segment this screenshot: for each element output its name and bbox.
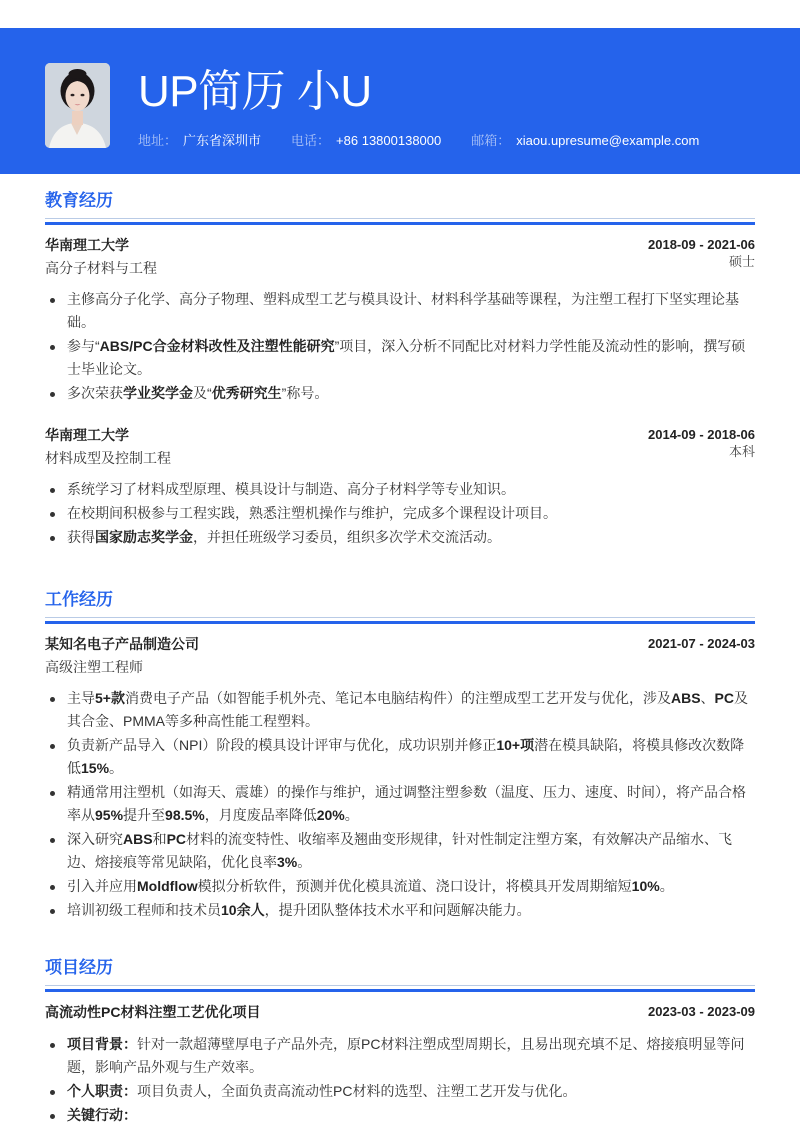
text-run: ，提升团队整体技术水平和问题解决能力。 <box>264 902 531 918</box>
major: 材料成型及控制工程 <box>45 450 171 466</box>
text-run: 多次荣获 <box>67 385 123 401</box>
education-section <box>45 189 755 550</box>
text-run: 及其合金、PMMA等多种高性能工程塑料。 <box>67 690 748 729</box>
contact-value[interactable]: xiaou.upresume@example.com <box>516 133 700 148</box>
degree: 本科 <box>728 444 755 459</box>
candidate-name: UP简历 小U <box>138 67 372 116</box>
text-run: 、 <box>700 690 715 706</box>
text-run: 引入并应用 <box>67 878 137 894</box>
bullet-list <box>45 687 755 922</box>
bold-text: ABS/PC合金材料改性及注塑性能研究 <box>99 338 335 354</box>
text-run: 及“ <box>193 385 212 401</box>
section-rule-light <box>45 617 755 618</box>
text-run: 主修高分子化学、高分子物理、塑料成型工艺与模具设计、材料科学基础等课程，为注塑工程打下坚实理论基础。 <box>67 291 739 330</box>
bullet-item <box>45 382 755 405</box>
text-run: ”称号。 <box>281 385 329 401</box>
text-run: 深入研究 <box>67 831 123 847</box>
major: 高分子材料与工程 <box>45 260 157 276</box>
bullet-item <box>45 875 755 898</box>
text-run: 精通常用注塑机（如海天、震雄）的操作与维护，通过调整注塑参数（温度、压力、速度、时间），将产品合格率从 <box>67 784 746 823</box>
bullet-item <box>45 478 755 501</box>
text-run: 系统学习了材料成型原理、模具设计与制造、高分子材料学等专业知识。 <box>67 481 515 497</box>
project-entry <box>45 1001 755 1127</box>
bullet-item <box>45 781 755 827</box>
bullet-item <box>45 502 755 525</box>
school-name: 华南理工大学 <box>45 427 129 443</box>
text-run: 参与“ <box>67 338 100 354</box>
contact-email <box>471 131 699 151</box>
entry-date: 2018-09 - 2021-06 <box>648 237 755 252</box>
education-entry <box>45 424 755 549</box>
text-run: 负责新产品导入（NPI）阶段的模具设计评审与优化，成功识别并修正 <box>67 737 497 753</box>
bullet-list <box>45 288 755 405</box>
bold-text: 优秀研究生 <box>211 385 282 401</box>
text-run: 消费电子产品（如智能手机外壳、笔记本电脑结构件）的注塑成型工艺开发与优化，涉及 <box>124 690 671 706</box>
bold-text: 个人职责： <box>67 1083 137 1099</box>
bold-text: 项目背景： <box>67 1036 137 1052</box>
bold-text: 15% <box>81 760 110 776</box>
text-run: 主导 <box>67 690 95 706</box>
bold-text: 98.5% <box>165 807 205 823</box>
bullet-item <box>45 899 755 922</box>
contact-label: 电话： <box>291 133 331 148</box>
bold-text: 10+项 <box>496 737 535 753</box>
entry-date: 2014-09 - 2018-06 <box>648 427 755 442</box>
project-name: 高流动性PC材料注塑工艺优化项目 <box>45 1004 261 1020</box>
contact-address <box>138 131 261 151</box>
text-run: 材料的流变特性、收缩率及翘曲变形规律，针对性制定注塑方案，有效解决产品缩水、飞边、熔接痕等常见缺陷，优化良率 <box>67 831 733 870</box>
text-run: 培训初级工程师和技术员 <box>67 902 221 918</box>
bold-text: 关键行动： <box>67 1107 137 1123</box>
bold-text: 20% <box>316 807 345 823</box>
entry-date: 2023-03 - 2023-09 <box>648 1004 755 1019</box>
text-run: ，月度废品率降低 <box>204 807 317 823</box>
bullet-item <box>45 734 755 780</box>
bullet-item <box>45 288 755 334</box>
section-rule-light <box>45 985 755 986</box>
bold-text: 学业奖学金 <box>123 385 193 401</box>
resume-header <box>0 28 800 174</box>
text-run: 针对一款超薄壁厚电子产品外壳，原PC材料注塑成型周期长，且易出现充填不足、熔接痕明显等问题，影响产品外观与生产效率。 <box>67 1036 745 1075</box>
section-rule <box>45 989 755 992</box>
text-run: 潜在模具缺陷，将模具修改次数降低 <box>67 737 745 776</box>
bold-text: ABS <box>670 690 701 706</box>
entry-head <box>45 424 755 446</box>
entry-head <box>45 1001 755 1023</box>
company-name: 某知名电子产品制造公司 <box>45 636 199 652</box>
section-title: 教育经历 <box>45 191 113 210</box>
bold-text: 10% <box>631 878 660 894</box>
bold-text: 国家励志奖学金 <box>95 529 193 545</box>
bullet-item <box>45 1033 755 1079</box>
text-run: 模拟分析软件，预测并优化模具流道、浇口设计，将模具开发周期缩短 <box>197 878 632 894</box>
section-title: 项目经历 <box>45 958 113 977</box>
text-run: 项目负责人，全面负责高流动性PC材料的选型、注塑工艺开发与优化。 <box>137 1083 577 1099</box>
contact-row <box>138 131 729 151</box>
bullet-list <box>45 1033 755 1127</box>
entry-sub-row <box>45 446 755 470</box>
entry-sub-row <box>45 655 755 679</box>
bold-text: Moldflow <box>137 878 198 894</box>
work-section <box>45 588 755 923</box>
text-run: 和 <box>152 831 167 847</box>
text-run: 。 <box>659 878 674 894</box>
school-name: 华南理工大学 <box>45 237 129 253</box>
bullet-item <box>45 828 755 874</box>
contact-value: 广东省深圳市 <box>183 133 262 148</box>
contact-label: 地址： <box>138 133 178 148</box>
text-run: 提升至 <box>123 807 166 823</box>
section-rule <box>45 222 755 225</box>
section-rule-light <box>45 218 755 219</box>
person-photo-icon <box>45 63 110 148</box>
bullet-list <box>45 478 755 549</box>
text-run: 在校期间积极参与工程实践，熟悉注塑机操作与维护，完成多个课程设计项目。 <box>67 505 557 521</box>
contact-label: 邮箱： <box>471 133 511 148</box>
contact-phone <box>291 131 441 151</box>
text-run: 。 <box>297 854 312 870</box>
bold-text: 10余人 <box>221 902 265 918</box>
text-run: 获得 <box>67 529 95 545</box>
text-run: ”项目，深入分析不同配比对材料力学性能及流动性的影响，撰写硕士毕业论文。 <box>67 338 746 377</box>
contact-value: +86 13800138000 <box>336 133 442 148</box>
text-run: 。 <box>344 807 359 823</box>
section-rule <box>45 621 755 624</box>
degree: 硕士 <box>728 254 755 269</box>
entry-head <box>45 234 755 256</box>
bold-text: 5+款 <box>95 690 125 706</box>
bold-text: 3% <box>277 854 298 870</box>
bullet-item <box>45 526 755 549</box>
work-entry <box>45 633 755 922</box>
bold-text: PC <box>714 690 734 706</box>
entry-sub-row <box>45 256 755 280</box>
entry-head <box>45 633 755 655</box>
avatar <box>45 63 110 148</box>
text-run: ，并担任班级学习委员，组织多次学术交流活动。 <box>193 529 501 545</box>
section-title: 工作经历 <box>45 590 113 609</box>
text-run: 。 <box>109 760 124 776</box>
entry-date: 2021-07 - 2024-03 <box>648 636 755 651</box>
projects-section <box>45 956 755 1128</box>
education-entry <box>45 234 755 405</box>
bullet-item <box>45 687 755 733</box>
job-role: 高级注塑工程师 <box>45 659 143 675</box>
bullet-item <box>45 335 755 381</box>
bold-text: PC <box>166 831 187 847</box>
bullet-item <box>45 1104 755 1127</box>
bold-text: ABS <box>123 831 153 847</box>
bold-text: 95% <box>95 807 124 823</box>
bullet-item <box>45 1080 755 1103</box>
